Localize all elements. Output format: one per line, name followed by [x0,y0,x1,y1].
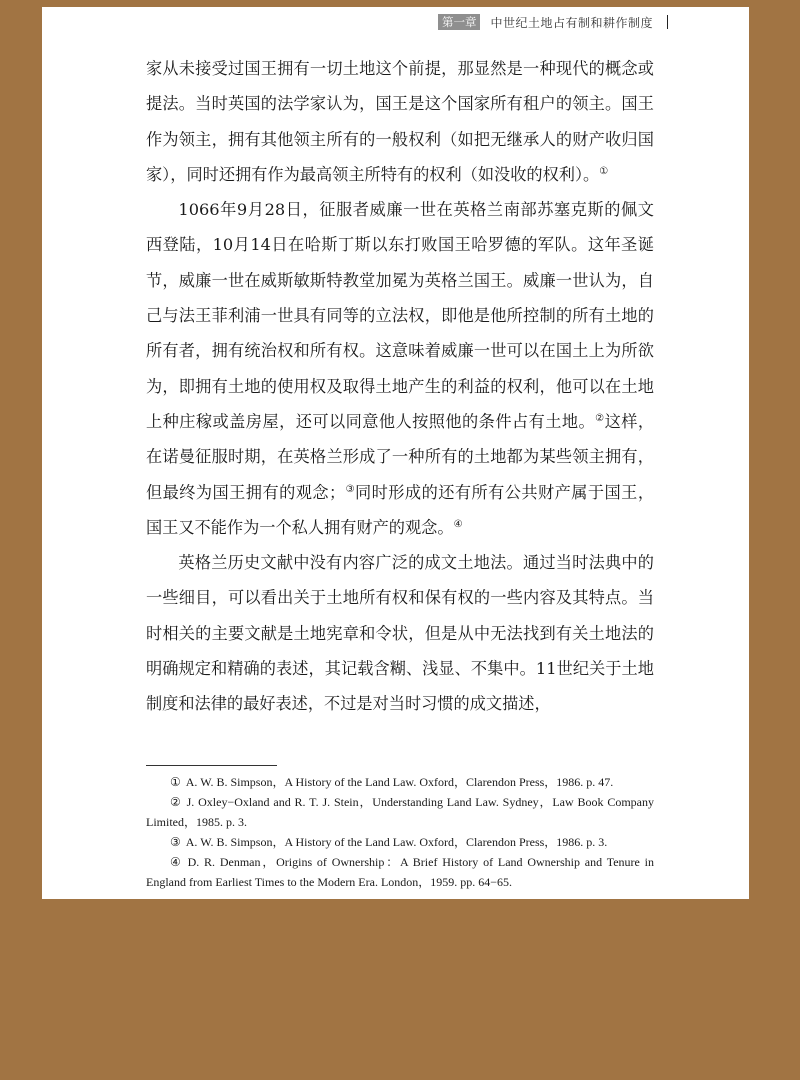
footnote-3-mark: ③ [170,835,181,849]
footnote-2 [146,792,654,832]
paragraph-2 [146,192,654,545]
footnote-4 [146,852,654,892]
footnotes [146,772,654,892]
running-header [438,14,668,30]
paragraph-2-text-a: 1066年9月28日，征服者威廉一世在英格兰南部苏塞克斯的佩文西登陆，10月14日在哈斯丁斯以东打败国王哈罗德的军队。这年圣诞节，威廉一世在威斯敏斯特教堂加冕为英格兰国王。威廉一世认为，自己与法王菲利浦一世具有同等的立法权，即他是他所控制的所有土地的所有者，拥有统治权和所有权。这意味着威廉一世可以在国土上为所欲为，即拥有土地的使用权及取得土地产生的利益的权利，他可以在土地上种庄稼或盖房屋，还可以同意他人按照他的条件占有土地。 [146,200,654,431]
paragraph-3-text: 英格兰历史文献中没有内容广泛的成文土地法。通过当时法典中的一些细目，可以看出关于土地所有权和保有权的一些内容及其特点。当时相关的主要文献是土地宪章和令状，但是从中无法找到有关土地法的明确规定和精确的表述，其记载含糊、浅显、不集中。11世纪关于土地制度和法律的最好表述，不过是对当时习惯的成文描述， [146,553,654,714]
footnote-ref-4[interactable]: ④ [453,518,463,530]
chapter-tag: 第一章 [438,14,481,30]
footnote-2-text: J. Oxley−Oxland and R. T. J. Stein，Understanding Land Law. Sydney，Law Book Company Limited，1985. p. 3. [146,795,655,829]
footnote-ref-1[interactable]: ① [599,165,609,177]
book-page [42,7,749,899]
paragraph-2-text-b: 这样，在诺曼征服时期，在英格兰形成了一种所有的土地都为某些领主拥有，但最终为国王拥有的观念； [146,411,655,502]
footnote-1-text: A. W. B. Simpson，A History of the Land Law. Oxford，Clarendon Press，1986. p. 47. [185,775,614,789]
footnote-3 [146,832,654,852]
footnote-4-text: D. R. Denman，Origins of Ownership：A Brief History of Land Ownership and Tenure in England from Earliest Times to the Modern Era. London，1959. pp. 64−65. [146,855,654,889]
paragraph-1 [146,51,654,192]
footnote-1 [146,772,654,792]
header-divider [667,15,668,29]
paragraph-1-text: 家从未接受过国王拥有一切土地这个前提，那显然是一种现代的概念或提法。当时英国的法学家认为，国王是这个国家所有租户的领主。国王作为领主，拥有其他领主所有的一般权利（如把无继承人的财产收归国家），同时还拥有作为最高领主所特有的权利（如没收的权利）。 [146,59,654,184]
paragraph-2-text-c: 同时形成的还有所有公共财产属于国王，国王又不能作为一个私人拥有财产的观念。 [146,482,655,537]
footnote-ref-3[interactable]: ③ [345,483,356,495]
footnote-2-mark: ② [170,795,182,809]
footnote-ref-2[interactable]: ② [595,412,605,424]
chapter-title: 中世纪土地占有制和耕作制度 [490,15,653,30]
paragraph-3 [146,545,654,721]
footnote-1-mark: ① [170,775,181,789]
body-text [146,51,654,722]
footnote-4-mark: ④ [170,855,183,869]
footnote-divider [146,765,277,766]
footnote-3-text: A. W. B. Simpson，A History of the Land Law. Oxford，Clarendon Press，1986. p. 3. [185,835,608,849]
